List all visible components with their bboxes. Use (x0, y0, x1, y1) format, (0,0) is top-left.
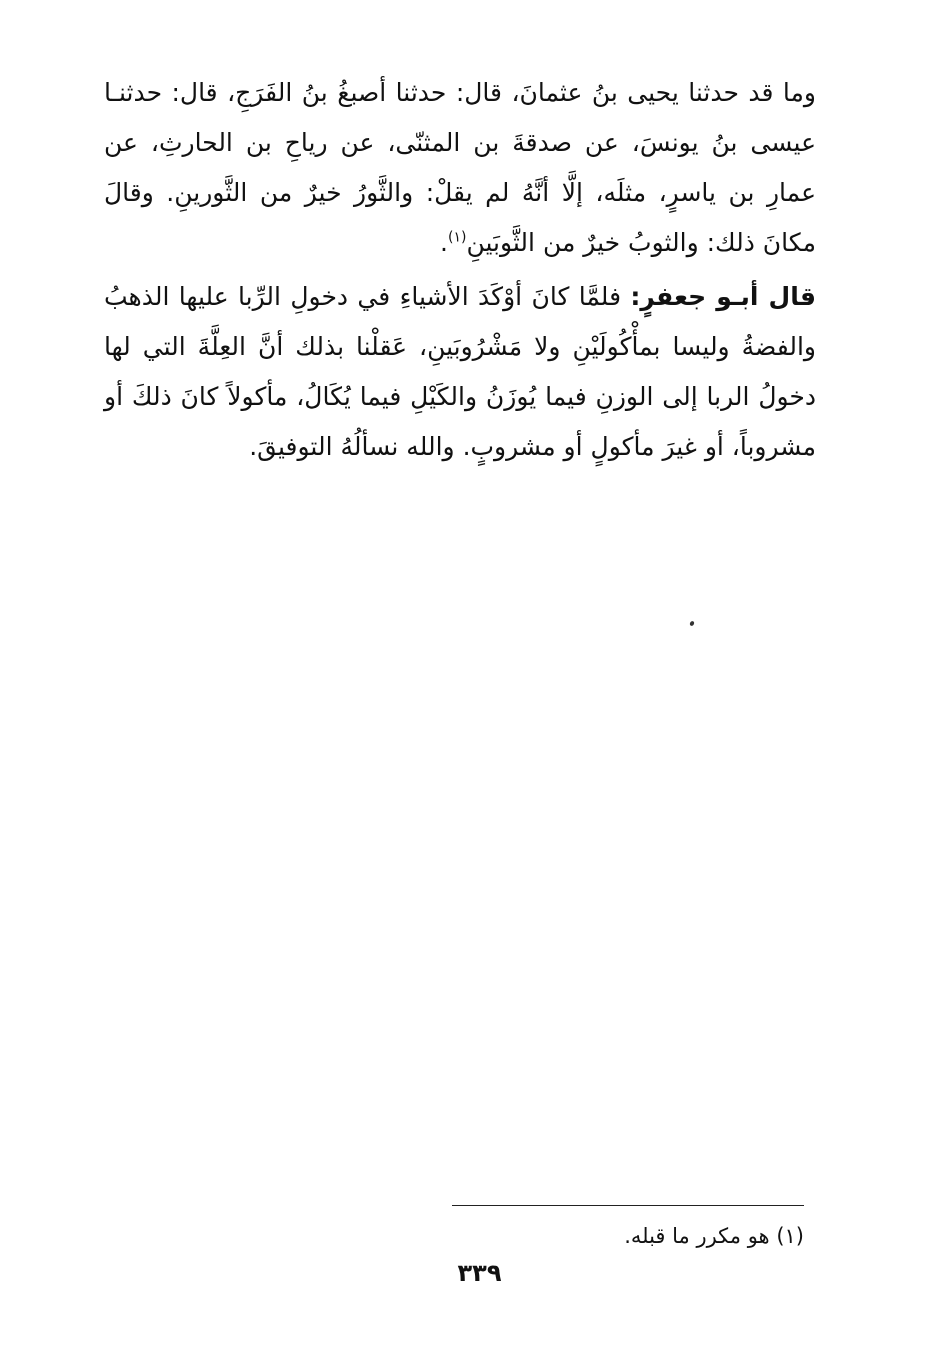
footnote-reference: (١) (447, 229, 467, 246)
paragraph-1-end: . (440, 228, 448, 257)
footnote-marker: (١) (776, 1224, 804, 1248)
paragraph-2-text: فلمَّا كانَ أوْكَدَ الأشياءِ في دخولِ الرِّبا عليها الذهبُ والفضةُ وليسا بمأْكُولَيْنِ ولا مَشْرُوبَينِ، عَقلْنا بذلك أنَّ العِلَّةَ التي لها دخولُ الربا إلى الوزنِ فيما يُوزَنُ والكَيْلِ فيما يُكَالُ، مأكولاً كانَ ذلكَ أو مشروباً، أو غيرَ مأكولٍ أو مشروبٍ. والله نسألُهُ التوفيقَ. (104, 282, 816, 461)
page-number: ٣٣٩ (457, 1259, 502, 1287)
paragraph-2 (104, 272, 816, 472)
ink-speck (689, 620, 695, 626)
footnote-text: هو مكرر ما قبله. (624, 1224, 770, 1248)
footnote-separator (452, 1205, 804, 1206)
footnote-1 (452, 1220, 804, 1252)
paragraph-1 (104, 68, 816, 268)
paragraph-1-text: وما قد حدثنا يحيى بنُ عثمانَ، قال: حدثنا أصبغُ بنُ الفَرَجِ، قال: حدثنـا عيسى بنُ يونسَ، عن صدقةَ بن المثنّى، عن رياحِ بن الحارثِ، عن عمارِ بن ياسرٍ، مثلَه، إلَّا أنَّهُ لم يقلْ: والثَّورُ خيرٌ من الثَّورينِ. وقالَ مكانَ ذلك: والثوبُ خيرٌ من الثَّوبَينِ (104, 78, 816, 257)
paragraph-2-lead: قال أبـو جعفرٍ: (630, 282, 816, 311)
